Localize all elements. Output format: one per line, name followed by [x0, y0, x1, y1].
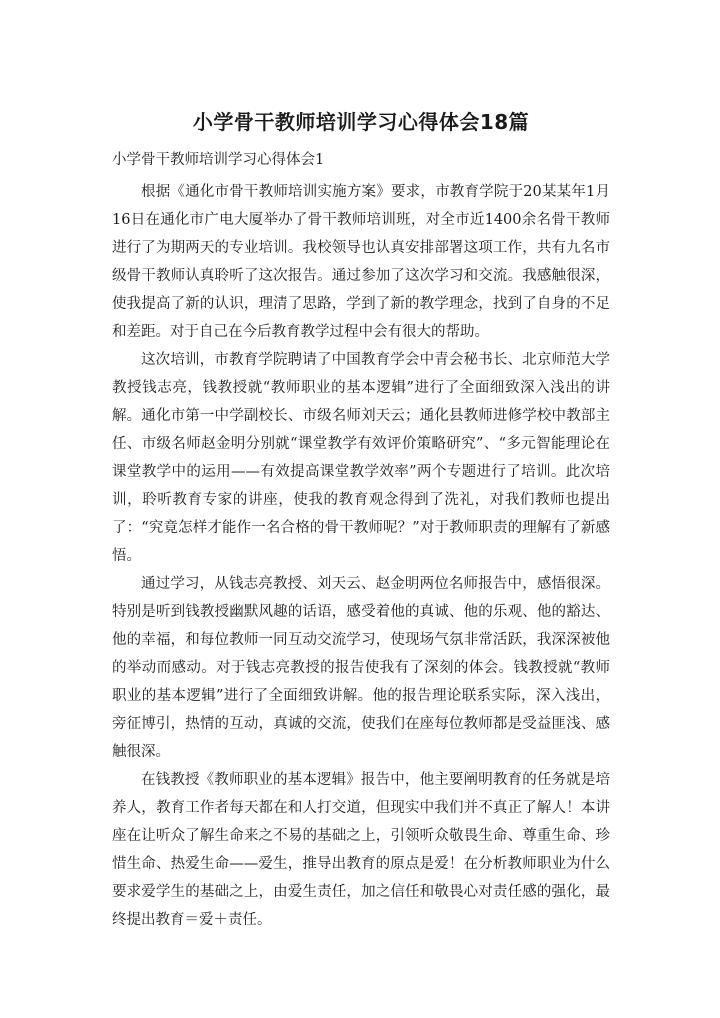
section-heading: 小学骨干教师培训学习心得体会1 [112, 152, 325, 168]
paragraph-2: 这次培训，市教育学院聘请了中国教育学会中青会秘书长、北京师范大学教授钱志亮，钱教授就“教师职业的基本逻辑”进行了全面细致深入浅出的讲解。通化市第一中学副校长、市级名师刘天云；通化县教师进修学校中教部主任、市级名师赵金明分别就“课堂教学有效评价策略研究”、“多元智能理论在课堂教学中的运用——有效提高课堂教学效率”两个专题进行了培训。此次培训，聆听教育专家的讲座，使我的教育观念得到了洗礼，对我们教师也提出了：“究竟怎样才能作一名合格的骨干教师呢？”对于教师职责的理解有了新感悟。 [112, 352, 610, 564]
document-title: 小学骨干教师培训学习心得体会18篇 [192, 110, 530, 134]
document-page [112, 108, 610, 934]
paragraph-4: 在钱教授《教师职业的基本逻辑》报告中，他主要阐明教育的任务就是培养人，教育工作者每天都在和人打交道，但现实中我们并不真正了解人！本讲座在让听众了解生命来之不易的基础之上，引领听众敬畏生命、尊重生命、珍惜生命、热爱生命——爱生，推导出教育的原点是爱！在分析教师职业为什么要求爱学生的基础之上，由爱生责任，加之信任和敬畏心对责任感的强化，最终提出教育＝爱＋责任。 [112, 772, 610, 928]
paragraph-1: 根据《通化市骨干教师培训实施方案》要求，市教育学院于20某某年1月16日在通化市广电大厦举办了骨干教师培训班，对全市近1400余名骨干教师进行了为期两天的专业培训。我校领导也认真安排部署这项工作，共有九名市级骨干教师认真聆听了这次报告。通过参加了这次学习和交流。我感触很深，使我提高了新的认识，理清了思路，学到了新的教学理念，找到了自身的不足和差距。对于自己在今后教育教学过程中会有很大的帮助。 [112, 184, 610, 340]
paragraph-3: 通过学习，从钱志亮教授、刘天云、赵金明两位名师报告中，感悟很深。特别是听到钱教授幽默风趣的话语，感受着他的真诚、他的乐观、他的豁达、他的幸福，和每位教师一同互动交流学习，使现场气氛非常活跃，我深深被他的举动而感动。对于钱志亮教授的报告使我有了深刻的体会。钱教授就“教师职业的基本逻辑”进行了全面细致讲解。他的报告理论联系实际，深入浅出，旁征博引，热情的互动，真诚的交流，使我们在座每位教师都是受益匪浅、感触很深。 [112, 576, 610, 760]
